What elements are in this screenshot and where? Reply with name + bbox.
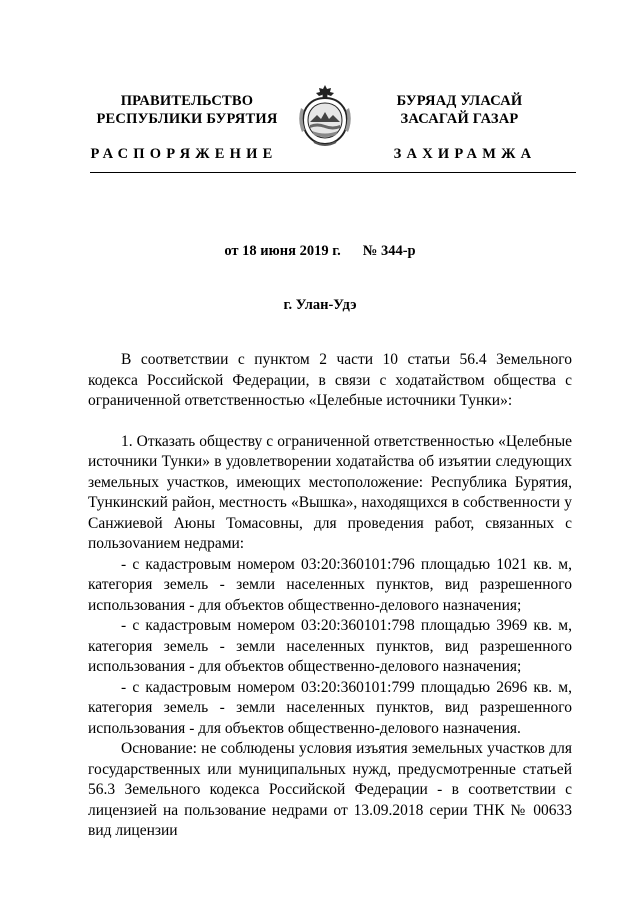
document-date-number [0,243,640,260]
land-plot-item: - с кадастровым номером 03:20:360101:798 площадью 3969 кв. м, категория земель - земли населенных пунктов, вид разрешенного использования - для объектов общественно-делового назначения; [88,617,572,675]
issuer-name-buryat [372,92,547,128]
issuer-name-russian [92,92,282,128]
issuer-line-2-buryat: ЗАСАГАЙ ГАЗАР [400,111,519,127]
buryatia-coat-of-arms-icon [296,82,354,148]
document-type-buryat: ЗАХИРАМЖА [393,146,537,162]
document-body [88,350,572,842]
document-number: № 344-р [362,243,416,259]
header-divider [90,172,576,173]
issuer-line-2: РЕСПУБЛИКИ БУРЯТИЯ [96,111,278,127]
document-type-russian: РАСПОРЯЖЕНИЕ [90,146,278,162]
preamble-paragraph: В соответствии с пунктом 2 части 10 статьи 56.4 Земельного кодекса Российской Федерации, в связи с ходатайством общества с ограниченной ответственностью «Целебные источники Тунки»: [88,351,572,409]
decision-paragraph: 1. Отказать обществу с ограниченной ответственностью «Целебные источники Тунки» в удовлетворении ходатайства об изъятии следующих земельных участков, имеющих местоположение: Республика Бурятия, Тункинский район, местность «Вышка», находящихся в собственности у Санжиевой Аюны Томасовны, для проведения работ, связанных с пользоvанием недрами: [88,432,572,552]
land-plot-item: - с кадастровым номером 03:20:360101:796 площадью 1021 кв. м, категория земель - земли населенных пунктов, вид разрешенного использования - для объектов общественно-делового назначения; [88,555,572,614]
issuer-line-1: ПРАВИТЕЛЬСТВО [120,93,254,109]
grounds-paragraph: Основание: не соблюдены условия изъятия земельных участков для государственных или муниципальных нужд, предусмотренные статьей 56.3 Земельного кодекса Российской Федерации - в соответствии с лицензией на пользование недрами от 13.09.2018 серии ТНК № 00633 вид лицензии [88,740,572,839]
document-date: от 18 июня 2019 г. [224,243,341,259]
document-city: г. Улан-Удэ [283,297,357,313]
land-plot-item: - с кадастровым номером 03:20:360101:799 площадью 2696 кв. м, категория земель - земли населенных пунктов, вид разрешенного использования - для объектов общественно-делового назначения. [88,678,572,737]
issuer-line-1-buryat: БУРЯАД УЛАСАЙ [396,93,523,109]
